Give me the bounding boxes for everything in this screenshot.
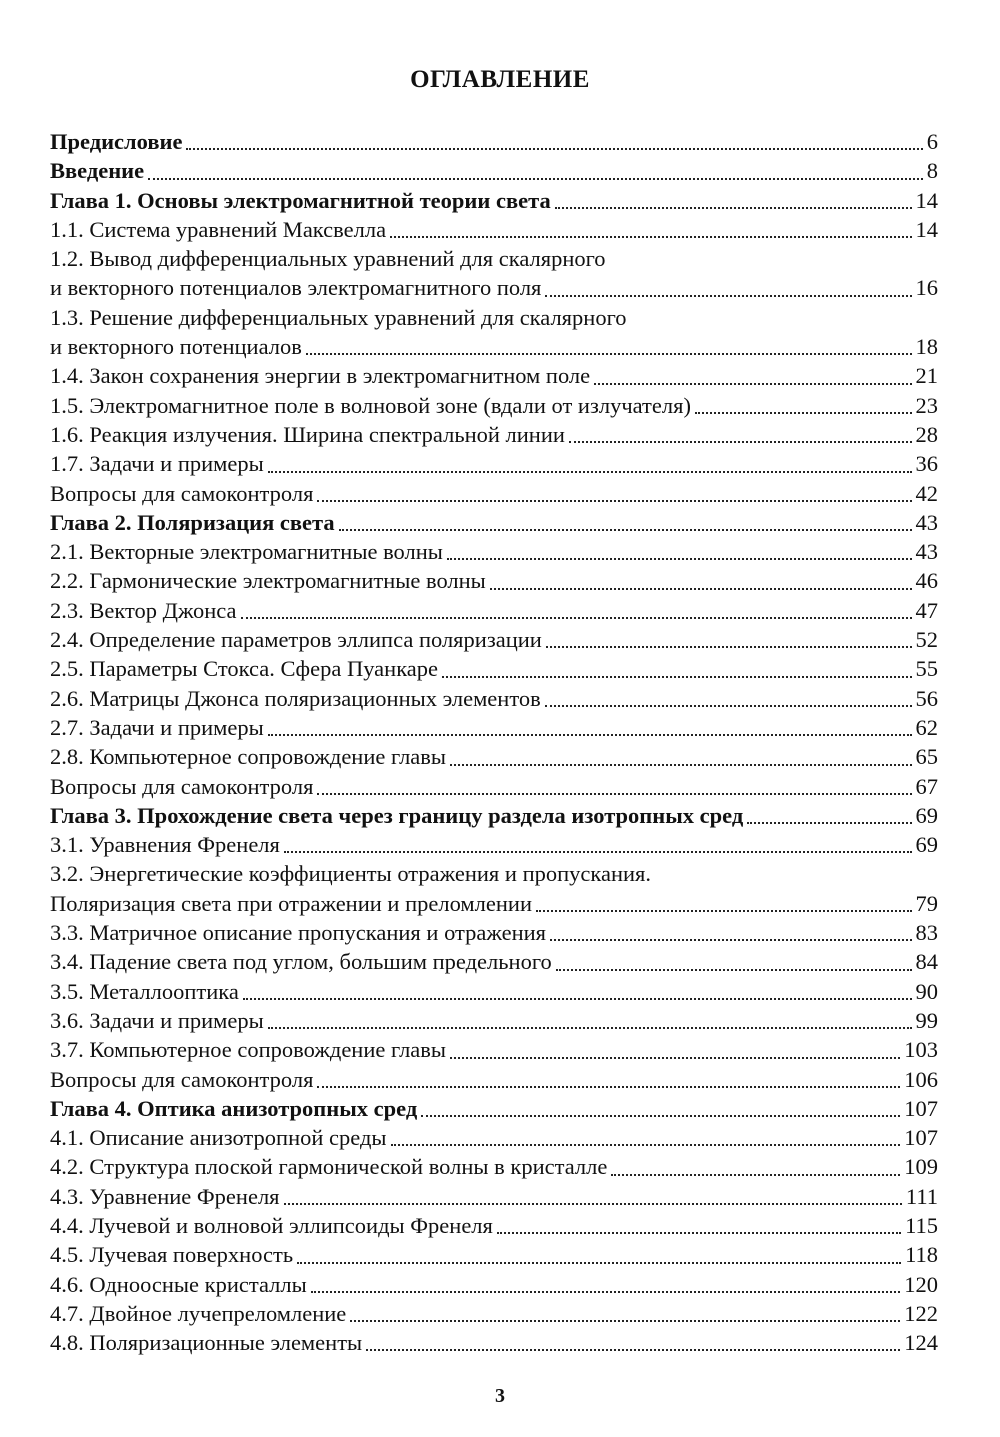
page-number: 3 — [495, 1385, 505, 1407]
toc-entry-text: 2.6. Матрицы Джонса поляризационных элементов — [50, 685, 541, 711]
toc-line — [50, 1299, 938, 1328]
dot-leader — [536, 910, 912, 912]
toc-page-number: 79 — [915, 890, 938, 916]
toc-line — [50, 479, 938, 508]
toc-page-number: 69 — [915, 802, 938, 828]
toc-line — [50, 889, 938, 918]
toc-page-number: 65 — [915, 744, 938, 770]
toc-entry-text: 1.3. Решение дифференциальных уравнений для скалярного — [50, 304, 627, 330]
dot-leader — [442, 676, 911, 678]
toc-page-number: 36 — [915, 451, 938, 477]
toc-chapter-line — [50, 1094, 938, 1123]
toc-entry-text: 1.7. Задачи и примеры — [50, 451, 264, 477]
dot-leader — [243, 998, 912, 1000]
toc-page-number: 120 — [904, 1271, 938, 1297]
toc-page-number: 122 — [904, 1300, 938, 1326]
dot-leader — [186, 148, 922, 150]
toc-page-number: 46 — [915, 568, 938, 594]
dot-leader — [447, 558, 912, 560]
toc-line — [50, 918, 938, 947]
toc-entry-text: Поляризация света при отражении и преломлении — [50, 890, 532, 916]
toc-page-number: 84 — [915, 949, 938, 975]
toc-chapter-line — [50, 156, 938, 185]
dot-leader — [317, 793, 911, 795]
toc-entry-text: 1.6. Реакция излучения. Ширина спектральной линии — [50, 421, 565, 447]
toc-line — [50, 684, 938, 713]
toc-page-number: 43 — [915, 539, 938, 565]
toc-entry-text: 4.7. Двойное лучепреломление — [50, 1300, 347, 1326]
toc-line — [50, 303, 938, 332]
toc-line — [50, 830, 938, 859]
toc-entry-text: 3.4. Падение света под углом, большим предельного — [50, 949, 552, 975]
toc-page-number: 23 — [915, 392, 938, 418]
dot-leader — [366, 1349, 900, 1351]
toc-entry-text: Глава 3. Прохождение света через границу раздела изотропных сред — [50, 802, 744, 828]
toc-entry-text: Введение — [50, 158, 145, 184]
dot-leader — [284, 1203, 902, 1205]
toc-page-number: 6 — [926, 129, 938, 154]
toc-line — [50, 1211, 938, 1240]
dot-leader — [391, 1144, 901, 1146]
toc-entry-text: Вопросы для самоконтроля — [50, 480, 314, 506]
toc-line — [50, 742, 938, 771]
toc-entry-text: Глава 4. Оптика анизотропных сред — [50, 1095, 418, 1121]
toc-page-number: 21 — [915, 363, 938, 389]
toc-line — [50, 1328, 938, 1357]
toc-page-number: 109 — [904, 1154, 938, 1180]
toc-chapter-line — [50, 801, 938, 830]
dot-leader — [311, 1291, 901, 1293]
dot-leader — [297, 1262, 901, 1264]
dot-leader — [545, 705, 912, 707]
toc-line — [50, 625, 938, 654]
toc-line — [50, 1006, 938, 1035]
dot-leader — [306, 353, 912, 355]
toc-line — [50, 391, 938, 420]
toc-entry-text: 2.8. Компьютерное сопровождение главы — [50, 744, 447, 770]
dot-leader — [268, 734, 912, 736]
toc-entry-text: и векторного потенциалов электромагнитного поля — [50, 275, 542, 301]
toc-page-number: 14 — [915, 187, 938, 213]
dot-leader — [497, 1232, 901, 1234]
dot-leader — [546, 646, 912, 648]
table-of-contents — [50, 127, 938, 1357]
toc-entry-text: Глава 1. Основы электромагнитной теории света — [50, 187, 551, 213]
toc-line — [50, 537, 938, 566]
toc-entry-text: 2.3. Вектор Джонса — [50, 597, 237, 623]
toc-line — [50, 859, 938, 888]
dot-leader — [268, 471, 912, 473]
toc-entry-text: Глава 2. Поляризация света — [50, 509, 335, 535]
toc-entry-text: 3.1. Уравнения Френеля — [50, 832, 280, 858]
toc-line — [50, 596, 938, 625]
dot-leader — [594, 383, 911, 385]
toc-page-number: 124 — [904, 1330, 938, 1356]
toc-entry-text: 2.2. Гармонические электромагнитные волны — [50, 568, 486, 594]
dot-leader — [747, 822, 911, 824]
toc-chapter-line — [50, 186, 938, 215]
toc-entry-text: 3.5. Металлооптика — [50, 978, 239, 1004]
toc-entry-text: 2.5. Параметры Стокса. Сфера Пуанкаре — [50, 656, 439, 682]
toc-entry-text: 2.7. Задачи и примеры — [50, 714, 264, 740]
toc-page-number: 28 — [915, 421, 938, 447]
toc-page-number: 55 — [915, 656, 938, 682]
toc-page-number: 115 — [905, 1212, 938, 1238]
toc-entry-text: 4.6. Одноосные кристаллы — [50, 1271, 307, 1297]
dot-leader — [350, 1320, 900, 1322]
toc-entry-text: 3.7. Компьютерное сопровождение главы — [50, 1037, 447, 1063]
toc-page-number: 43 — [915, 509, 938, 535]
dot-leader — [390, 236, 911, 238]
toc-entry-text: Вопросы для самоконтроля — [50, 1066, 314, 1092]
dot-leader — [339, 529, 912, 531]
dot-leader — [555, 207, 912, 209]
toc-page-number: 103 — [904, 1037, 938, 1063]
dot-leader — [490, 588, 912, 590]
dot-leader — [695, 412, 912, 414]
toc-page-number: 56 — [915, 685, 938, 711]
toc-line — [50, 420, 938, 449]
toc-page-number: 83 — [915, 920, 938, 946]
toc-entry-text: 1.4. Закон сохранения энергии в электромагнитном поле — [50, 363, 591, 389]
toc-page-number: 90 — [915, 978, 938, 1004]
toc-line — [50, 772, 938, 801]
toc-entry-text: 4.3. Уравнение Френеля — [50, 1183, 280, 1209]
toc-page-number: 42 — [915, 480, 938, 506]
toc-entry-text: 4.5. Лучевая поверхность — [50, 1242, 294, 1268]
toc-entry-text: 4.4. Лучевой и волновой эллипсоиды Френеля — [50, 1212, 493, 1238]
dot-leader — [284, 851, 912, 853]
toc-entry-text: 4.1. Описание анизотропной среды — [50, 1125, 387, 1151]
toc-page-number: 106 — [904, 1066, 938, 1092]
toc-page-number: 14 — [915, 216, 938, 242]
toc-line — [50, 566, 938, 595]
toc-line — [50, 1270, 938, 1299]
toc-line — [50, 654, 938, 683]
dot-leader — [569, 441, 912, 443]
page-title: ОГЛАВЛЕНИЕ — [410, 66, 590, 93]
dot-leader — [268, 1027, 912, 1029]
toc-line — [50, 215, 938, 244]
toc-chapter-line — [50, 508, 938, 537]
toc-entry-text: 3.3. Матричное описание пропускания и отражения — [50, 920, 547, 946]
toc-line — [50, 713, 938, 742]
dot-leader — [421, 1115, 900, 1117]
toc-page-number: 107 — [904, 1095, 938, 1121]
dot-leader — [556, 969, 912, 971]
toc-line — [50, 1152, 938, 1181]
dot-leader — [317, 1086, 900, 1088]
toc-entry-text: 3.6. Задачи и примеры — [50, 1007, 264, 1033]
toc-line — [50, 1123, 938, 1152]
toc-entry-text: и векторного потенциалов — [50, 334, 302, 360]
toc-entry-text: 1.2. Вывод дифференциальных уравнений для скалярного — [50, 246, 606, 272]
toc-page-number: 99 — [915, 1007, 938, 1033]
toc-line — [50, 449, 938, 478]
toc-line — [50, 977, 938, 1006]
toc-entry-text: 2.1. Векторные электромагнитные волны — [50, 539, 443, 565]
toc-entry-text: Предисловие — [50, 129, 183, 154]
toc-line — [50, 332, 938, 361]
toc-line — [50, 361, 938, 390]
toc-entry-text: 2.4. Определение параметров эллипса поляризации — [50, 627, 542, 653]
toc-page-number: 62 — [915, 714, 938, 740]
toc-entry-text: Вопросы для самоконтроля — [50, 773, 314, 799]
toc-entry-text: 4.2. Структура плоской гармонической волны в кристалле — [50, 1154, 608, 1180]
toc-entry-text: 4.8. Поляризационные элементы — [50, 1330, 363, 1356]
toc-entry-text: 1.1. Система уравнений Максвелла — [50, 216, 387, 242]
toc-page-number: 8 — [926, 158, 938, 184]
toc-line — [50, 273, 938, 302]
toc-page-number: 118 — [905, 1242, 938, 1268]
dot-leader — [317, 500, 911, 502]
toc-entry-text: 3.2. Энергетические коэффициенты отражения и пропускания. — [50, 861, 652, 887]
toc-page-number: 111 — [905, 1183, 938, 1209]
toc-page-number: 16 — [915, 275, 938, 301]
dot-leader — [550, 939, 911, 941]
toc-line — [50, 947, 938, 976]
toc-page-number: 107 — [904, 1125, 938, 1151]
dot-leader — [545, 295, 911, 297]
toc-page-number: 69 — [915, 832, 938, 858]
toc-line — [50, 244, 938, 273]
dot-leader — [450, 1057, 900, 1059]
toc-page-number: 52 — [915, 627, 938, 653]
dot-leader — [450, 764, 911, 766]
dot-leader — [611, 1174, 900, 1176]
toc-chapter-line — [50, 127, 938, 156]
toc-page-number: 47 — [915, 597, 938, 623]
toc-entry-text: 1.5. Электромагнитное поле в волновой зоне (вдали от излучателя) — [50, 392, 691, 418]
toc-line — [50, 1065, 938, 1094]
toc-line — [50, 1035, 938, 1064]
toc-page-number: 18 — [915, 334, 938, 360]
toc-page-number: 67 — [915, 773, 938, 799]
dot-leader — [148, 178, 923, 180]
toc-line — [50, 1182, 938, 1211]
dot-leader — [241, 617, 912, 619]
toc-line — [50, 1240, 938, 1269]
